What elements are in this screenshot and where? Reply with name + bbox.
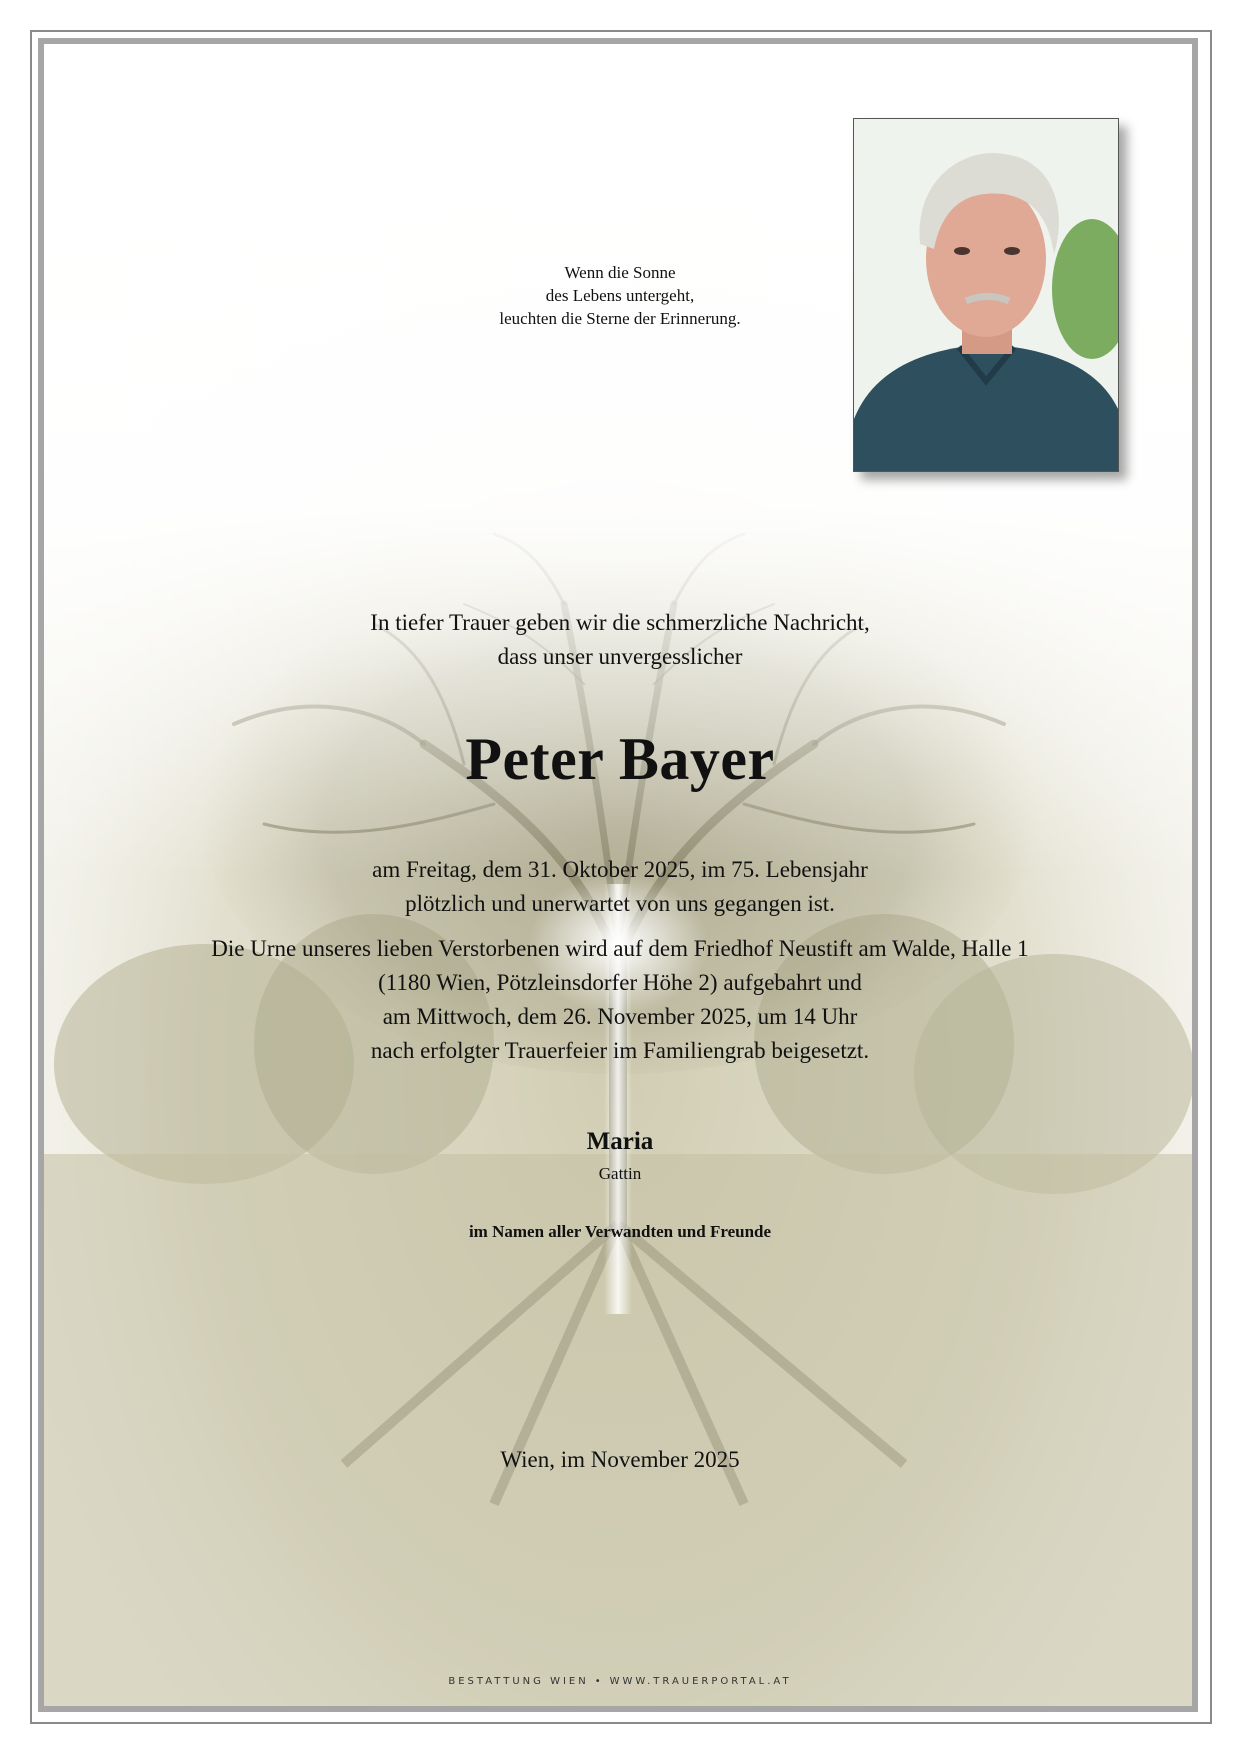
funeral-line: Die Urne unseres lieben Verstorbenen wird auf dem Friedhof Neustift am Walde, Halle 1 (211, 936, 1029, 961)
intro-line: In tiefer Trauer geben wir die schmerzliche Nachricht, (370, 610, 870, 635)
mourner-relation: Gattin (598, 1164, 642, 1183)
motto-line: Wenn die Sonne (564, 263, 676, 282)
footer-separator: • (594, 1676, 604, 1687)
funeral-line: am Mittwoch, dem 26. November 2025, um 14 Uhr (382, 1004, 858, 1029)
footer-credit (340, 1676, 900, 1687)
funeral-details-text (140, 932, 1100, 1068)
place-and-date: Wien, im November 2025 (500, 1447, 740, 1472)
deceased-name: Peter Bayer (465, 726, 775, 792)
portrait-photo (853, 118, 1119, 472)
death-notice-text (140, 853, 1100, 921)
death-line: am Freitag, dem 31. Oktober 2025, im 75. Lebensjahr (372, 857, 868, 882)
intro-line: dass unser unvergesslicher (497, 644, 743, 669)
intro-text (240, 606, 1000, 674)
mourner-name: Maria (586, 1128, 654, 1155)
motto-line: leuchten die Sterne der Erinnerung. (499, 309, 741, 328)
funeral-line: nach erfolgter Trauerfeier im Familiengrab beigesetzt. (370, 1038, 870, 1063)
motto-line: des Lebens untergeht, (545, 286, 695, 305)
motto-verse (420, 261, 820, 330)
website-link[interactable]: WWW.TRAUERPORTAL.AT (609, 1676, 792, 1687)
funeral-home-name: BESTATTUNG WIEN (448, 1676, 589, 1687)
death-line: plötzlich und unerwartet von uns gegangen ist. (405, 891, 835, 916)
closing-line: im Namen aller Verwandten und Freunde (468, 1222, 772, 1241)
funeral-line: (1180 Wien, Pötzleinsdorfer Höhe 2) aufgebahrt und (378, 970, 862, 995)
portrait-illustration (854, 119, 1118, 471)
